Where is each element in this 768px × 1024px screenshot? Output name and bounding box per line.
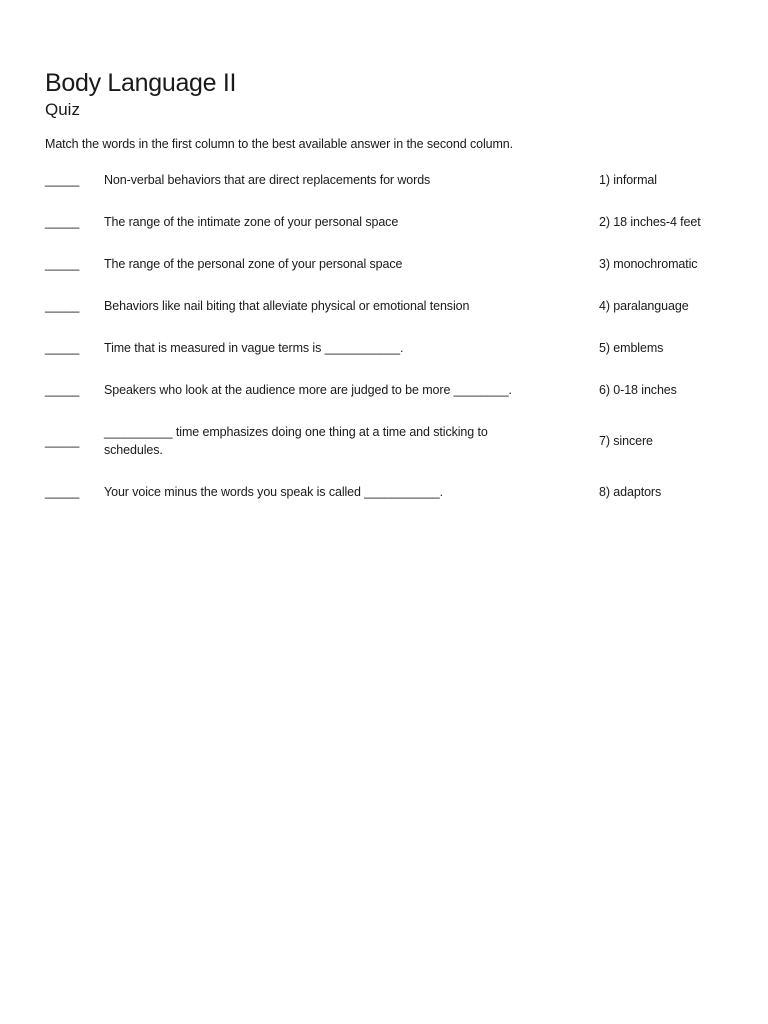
- answer-option: 4) paralanguage: [599, 299, 689, 313]
- matching-row: [45, 339, 725, 357]
- page-subtitle: Quiz: [45, 100, 80, 119]
- answer-option: 8) adaptors: [599, 485, 662, 499]
- question-text: Speakers who look at the audience more are judged to be more ________.: [104, 383, 512, 397]
- answer-blank: _____: [45, 341, 80, 355]
- matching-list: [45, 171, 725, 501]
- answer-blank: _____: [45, 383, 80, 397]
- answer-option: 5) emblems: [599, 341, 664, 355]
- answer-blank: _____: [45, 173, 80, 187]
- page-title: Body Language II: [45, 69, 237, 97]
- answer-blank: _____: [45, 299, 80, 313]
- instructions: Match the words in the first column to the best available answer in the second column.: [45, 137, 514, 151]
- question-text: The range of the personal zone of your personal space: [104, 257, 403, 271]
- question-text: Non-verbal behaviors that are direct replacements for words: [104, 173, 431, 187]
- matching-row: [45, 297, 725, 315]
- answer-option: 1) informal: [599, 173, 657, 187]
- matching-row: [45, 213, 725, 231]
- answer-blank: _____: [45, 485, 80, 499]
- question-text: The range of the intimate zone of your personal space: [104, 215, 399, 229]
- document-page: [45, 68, 725, 501]
- matching-row: [45, 171, 725, 189]
- answer-option: 7) sincere: [599, 434, 653, 448]
- answer-blank: _____: [45, 434, 80, 448]
- question-text: Time that is measured in vague terms is ___________.: [104, 341, 404, 355]
- question-text: Your voice minus the words you speak is called ___________.: [104, 485, 443, 499]
- matching-row: [45, 381, 725, 399]
- question-text: __________ time emphasizes doing one thing at a time and sticking to schedules.: [104, 425, 488, 457]
- answer-option: 6) 0-18 inches: [599, 383, 677, 397]
- answer-blank: _____: [45, 215, 80, 229]
- question-text: Behaviors like nail biting that alleviate physical or emotional tension: [104, 299, 470, 313]
- matching-row: [45, 483, 725, 501]
- answer-option: 3) monochromatic: [599, 257, 698, 271]
- answer-blank: _____: [45, 257, 80, 271]
- matching-row: [45, 423, 725, 459]
- matching-row: [45, 255, 725, 273]
- answer-option: 2) 18 inches-4 feet: [599, 215, 701, 229]
